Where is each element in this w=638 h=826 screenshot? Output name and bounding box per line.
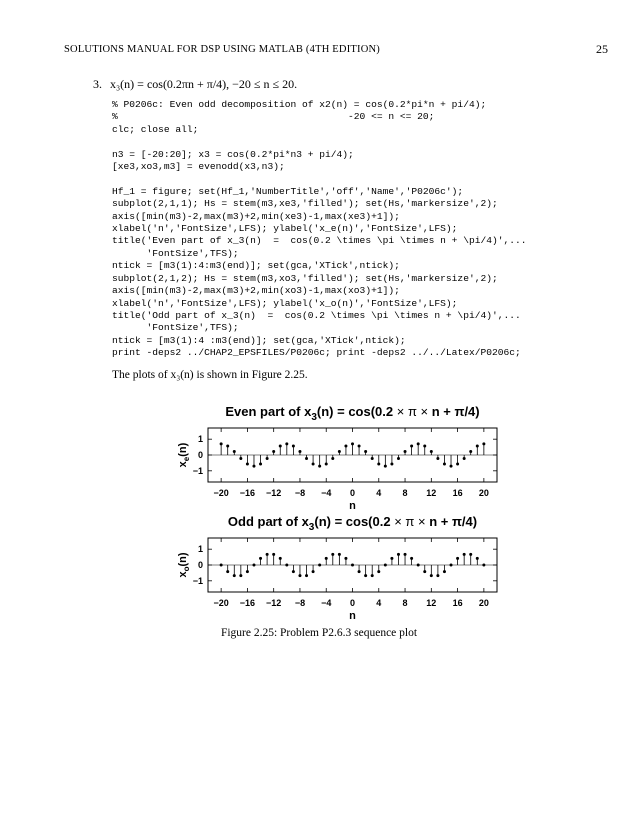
stem-mark <box>436 565 439 577</box>
x-tick-label: −8 <box>294 598 306 608</box>
stem-marker <box>417 564 420 567</box>
stem-plot-even <box>177 404 497 512</box>
stem-marker <box>404 450 407 453</box>
ylabel-sub: o <box>182 566 191 572</box>
title-part: × <box>394 514 402 529</box>
stem-mark <box>450 564 453 567</box>
title-part: × <box>396 404 405 419</box>
code-line: ntick = [m3(1):4:m3(end)]; set(gca,'XTick',ntick); <box>112 260 400 272</box>
stem-marker <box>239 574 242 577</box>
title-part: × <box>417 514 426 529</box>
code-line: xlabel('n','FontSize',LFS); ylabel('x_e(n)','FontSize',LFS); <box>112 223 458 235</box>
code-line: 'FontSize',TFS); <box>112 322 239 334</box>
stem-mark <box>292 565 295 573</box>
x-axis-label: n <box>349 610 356 620</box>
stem-marker <box>358 444 361 447</box>
stem-mark <box>259 557 262 565</box>
stem-mark <box>469 450 472 455</box>
stem-marker <box>410 444 413 447</box>
code-line: [xe3,xo3,m3] = evenodd(x3,n3); <box>112 161 285 173</box>
stem-marker <box>430 574 433 577</box>
stem-mark <box>476 557 479 565</box>
stem-marker <box>423 444 426 447</box>
title-part: π <box>401 514 418 529</box>
stem-marker <box>305 457 308 460</box>
stem-marker <box>226 444 229 447</box>
stem-mark <box>298 565 301 577</box>
stem-mark <box>417 564 420 567</box>
stem-mark <box>482 564 485 567</box>
stem-marker <box>279 444 282 447</box>
stem-mark <box>266 455 269 460</box>
stem-marker <box>410 557 413 560</box>
stem-marker <box>371 457 374 460</box>
stem-mark <box>384 455 387 468</box>
stem-mark <box>390 455 393 466</box>
stem-marker <box>285 442 288 445</box>
stem-marker <box>417 442 420 445</box>
stem-mark <box>430 565 433 577</box>
stem-mark <box>220 564 223 567</box>
stem-mark <box>397 553 400 565</box>
stem-mark <box>456 557 459 565</box>
stem-mark <box>364 565 367 577</box>
code-line: title('Odd part of x_3(n) = cos(0.2 \times \pi \times n + \pi/4)',... <box>112 309 521 321</box>
stem-marker <box>364 450 367 453</box>
figure-caption: Figure 2.25: Problem P2.6.3 sequence plot <box>220 627 418 639</box>
stem-mark <box>430 450 433 455</box>
stem-mark <box>463 553 466 565</box>
stem-mark <box>476 444 479 455</box>
stem-marker <box>463 457 466 460</box>
stem-mark <box>377 565 380 573</box>
x-tick-label: 20 <box>478 598 489 608</box>
title-part: n + π/4) <box>428 404 480 419</box>
stem-mark <box>285 564 288 567</box>
stem-marker <box>476 444 479 447</box>
stem-mark <box>325 557 328 565</box>
stem-marker <box>338 450 341 453</box>
stem-mark <box>423 444 426 455</box>
stem-mark <box>456 455 459 466</box>
y-tick-label: 1 <box>197 544 203 555</box>
stem-marker <box>292 570 295 573</box>
code-line: % -20 <= n <= 20; <box>112 111 435 123</box>
stem-marker <box>266 457 269 460</box>
stem-marker <box>305 574 308 577</box>
stem-mark <box>252 455 255 468</box>
y-tick-label: 0 <box>197 450 203 460</box>
x-tick-label: −20 <box>213 598 229 608</box>
stem-marker <box>338 553 341 556</box>
stem-marker <box>252 564 255 567</box>
stem-marker <box>384 564 387 567</box>
x-tick-label: 0 <box>349 598 356 608</box>
stem-marker <box>292 444 295 447</box>
x-tick-label: 16 <box>452 598 463 608</box>
code-line: subplot(2,1,2); Hs = stem(m3,xo3,'filled'); set(Hs,'markersize',2); <box>112 272 498 284</box>
stem-marker <box>325 557 328 560</box>
title-part: 3 <box>308 522 315 533</box>
stem-marker <box>404 553 407 556</box>
stem-marker <box>371 574 374 577</box>
stem-marker <box>325 463 328 466</box>
stem-marker <box>351 442 354 445</box>
stem-mark <box>358 565 361 573</box>
stem-mark <box>443 565 446 573</box>
x-tick-label: 20 <box>478 488 489 498</box>
stem-marker <box>364 574 367 577</box>
stem-mark <box>364 450 367 455</box>
stem-mark <box>325 455 328 466</box>
stem-marker <box>482 442 485 445</box>
stem-mark <box>226 565 229 573</box>
stem-mark <box>450 455 453 468</box>
stem-mark <box>272 553 275 565</box>
stem-mark <box>298 450 301 455</box>
stem-marker <box>377 570 380 573</box>
stem-marker <box>272 450 275 453</box>
stem-mark <box>338 553 341 565</box>
stem-mark <box>463 455 466 460</box>
title-part: n + π/4) <box>425 514 478 529</box>
code-line: axis([min(m3)-2,max(m3)+2,min(xo3)-1,max(xo3)+1]); <box>112 285 400 297</box>
y-axis-label <box>177 552 191 577</box>
stem-marker <box>272 553 275 556</box>
stem-marker <box>220 564 223 567</box>
stem-marker <box>436 457 439 460</box>
title-part: × <box>420 404 429 419</box>
code-line: n3 = [-20:20]; x3 = cos(0.2*pi*n3 + pi/4); <box>112 148 354 160</box>
stem-mark <box>220 442 223 455</box>
stem-mark <box>252 564 255 567</box>
stem-marker <box>384 465 387 468</box>
title-part: Even part of x <box>225 404 312 419</box>
stem-mark <box>239 565 242 577</box>
stem-mark <box>226 444 229 455</box>
stem-mark <box>351 442 354 455</box>
stem-mark <box>246 455 249 466</box>
code-line: ntick = [m3(1):4 :m3(end)]; set(gca,'XTick',ntick); <box>112 334 406 346</box>
y-axis-label <box>177 442 191 467</box>
stem-mark <box>436 455 439 460</box>
stem-mark <box>259 455 262 466</box>
stem-mark <box>371 565 374 577</box>
stem-marker <box>397 457 400 460</box>
ylabel-rest: (n) <box>177 442 189 457</box>
code-line: subplot(2,1,1); Hs = stem(m3,xe3,'filled'); set(Hs,'markersize',2); <box>112 198 498 210</box>
stem-mark <box>390 557 393 565</box>
stem-mark <box>371 455 374 460</box>
y-tick-label: 1 <box>197 434 203 445</box>
x-tick-label: 12 <box>426 488 437 498</box>
code-line: clc; close all; <box>112 123 199 135</box>
stem-mark <box>417 442 420 455</box>
stem-mark <box>351 564 354 567</box>
stem-mark <box>469 553 472 565</box>
x-tick-label: −4 <box>321 598 332 608</box>
stem-marker <box>285 564 288 567</box>
x-tick-label: −16 <box>239 488 256 498</box>
code-line: 'FontSize',TFS); <box>112 247 239 259</box>
stem-marker <box>351 564 354 567</box>
page-number: 25 <box>596 42 608 56</box>
code-line: Hf_1 = figure; set(Hf_1,'NumberTitle','off','Name','P0206c'); <box>112 185 464 197</box>
stem-marker <box>344 557 347 560</box>
stem-marker <box>298 450 301 453</box>
stem-marker <box>390 557 393 560</box>
title-part: 3 <box>311 412 317 423</box>
stem-marker <box>312 463 315 466</box>
x-tick-label: −16 <box>239 598 256 608</box>
stem-marker <box>358 570 361 573</box>
code-line: title('Even part of x_3(n) = cos(0.2 \times \pi \times n + \pi/4)',... <box>112 235 527 247</box>
x-tick-label: 4 <box>376 488 382 498</box>
stem-plot-odd <box>177 514 497 620</box>
stem-marker <box>390 463 393 466</box>
stem-mark <box>482 442 485 455</box>
stem-marker <box>331 553 334 556</box>
ylabel-rest: (n) <box>177 552 189 567</box>
stem-mark <box>404 450 407 455</box>
stem-mark <box>233 450 236 455</box>
stem-mark <box>246 565 249 573</box>
x-tick-label: 16 <box>452 488 463 498</box>
stem-mark <box>305 455 308 460</box>
stem-marker <box>220 442 223 445</box>
code-line: print -deps2 ../CHAP2_EPSFILES/P0206c; print -deps2 ../../Latex/P0206c; <box>112 347 521 359</box>
stem-mark <box>410 557 413 565</box>
code-line: % P0206c: Even odd decomposition of x2(n) = cos(0.2*pi*n + pi/4); <box>112 99 487 110</box>
stem-marker <box>246 570 249 573</box>
stem-marker <box>456 557 459 560</box>
x-tick-label: −12 <box>266 488 282 498</box>
stem-plots-figure <box>0 390 638 620</box>
running-header: SOLUTIONS MANUAL FOR DSP USING MATLAB (4TH EDITION) <box>64 44 380 55</box>
stem-marker <box>331 457 334 460</box>
x-tick-label: −20 <box>213 488 229 498</box>
code-line: axis([min(m3)-2,max(m3)+2,min(xe3)-1,max(xe3)+1]); <box>112 210 400 222</box>
stem-mark <box>344 557 347 565</box>
stem-mark <box>397 455 400 460</box>
problem-text: x₃(n) = cos(0.2πn + π/4), −20 ≤ n ≤ 20. <box>110 77 298 91</box>
problem-statement <box>93 77 297 92</box>
y-tick-label: −1 <box>192 575 203 586</box>
stem-marker <box>443 463 446 466</box>
stem-marker <box>430 450 433 453</box>
x-tick-label: 8 <box>402 488 408 498</box>
stem-mark <box>384 564 387 567</box>
stem-marker <box>377 463 380 466</box>
stem-marker <box>469 553 472 556</box>
stem-mark <box>410 444 413 455</box>
stem-mark <box>285 442 288 455</box>
stem-marker <box>344 444 347 447</box>
stem-marker <box>312 570 315 573</box>
stem-mark <box>423 565 426 573</box>
x-axis-label: n <box>349 500 356 512</box>
stem-marker <box>456 463 459 466</box>
stem-marker <box>233 450 236 453</box>
x-tick-label: 0 <box>349 488 356 498</box>
ylabel-main: x <box>177 571 189 578</box>
stem-marker <box>318 564 321 567</box>
title-part: π <box>404 404 421 419</box>
stem-mark <box>331 553 334 565</box>
plot-title <box>225 404 479 423</box>
stem-mark <box>331 455 334 460</box>
stem-marker <box>436 574 439 577</box>
x-tick-label: 8 <box>402 598 408 608</box>
stem-marker <box>233 574 236 577</box>
stem-marker <box>450 564 453 567</box>
plots-intro-text: The plots of x₃(n) is shown in Figure 2.25. <box>112 369 308 381</box>
stem-marker <box>252 465 255 468</box>
stem-marker <box>463 553 466 556</box>
stem-mark <box>279 557 282 565</box>
stem-marker <box>298 574 301 577</box>
stem-marker <box>443 570 446 573</box>
ylabel-main: x <box>177 461 189 468</box>
stem-marker <box>476 557 479 560</box>
stem-mark <box>344 444 347 455</box>
stem-mark <box>338 450 341 455</box>
stem-marker <box>482 564 485 567</box>
stem-mark <box>279 444 282 455</box>
stem-marker <box>259 463 262 466</box>
x-tick-label: −12 <box>266 598 282 608</box>
stem-marker <box>239 457 242 460</box>
stem-marker <box>423 570 426 573</box>
stem-marker <box>318 465 321 468</box>
matlab-code-listing <box>112 99 527 360</box>
stem-mark <box>272 450 275 455</box>
stem-marker <box>246 463 249 466</box>
stem-mark <box>358 444 361 455</box>
stem-marker <box>259 557 262 560</box>
stem-mark <box>443 455 446 466</box>
plot-title <box>228 514 477 533</box>
problem-number: 3. <box>93 77 102 91</box>
stem-mark <box>404 553 407 565</box>
x-tick-label: −8 <box>294 488 306 498</box>
stem-mark <box>318 564 321 567</box>
code-line: xlabel('n','FontSize',LFS); ylabel('x_o(n)','FontSize',LFS); <box>112 297 458 309</box>
title-part: (n) = cos(0.2 <box>314 514 395 529</box>
stem-mark <box>312 455 315 466</box>
stem-mark <box>377 455 380 466</box>
stem-mark <box>318 455 321 468</box>
y-tick-label: 0 <box>197 560 203 570</box>
stem-marker <box>450 465 453 468</box>
stem-marker <box>469 450 472 453</box>
stem-mark <box>305 565 308 577</box>
x-tick-label: 4 <box>376 598 382 608</box>
stem-mark <box>266 553 269 565</box>
stem-mark <box>312 565 315 573</box>
stem-mark <box>239 455 242 460</box>
title-part: (n) = cos(0.2 <box>316 404 397 419</box>
stem-mark <box>233 565 236 577</box>
y-tick-label: −1 <box>192 465 203 476</box>
x-tick-label: 12 <box>426 598 437 608</box>
stem-marker <box>397 553 400 556</box>
stem-marker <box>266 553 269 556</box>
stem-mark <box>292 444 295 455</box>
x-tick-label: −4 <box>321 488 332 498</box>
stem-marker <box>279 557 282 560</box>
stem-marker <box>226 570 229 573</box>
ylabel-sub: e <box>182 456 191 462</box>
title-part: Odd part of x <box>227 514 309 529</box>
